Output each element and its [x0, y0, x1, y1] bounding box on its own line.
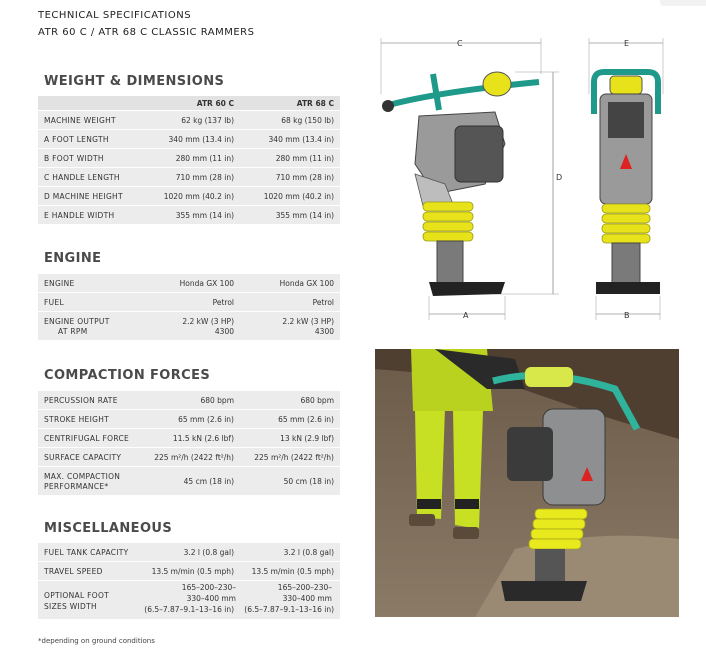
dim-label-b: B [624, 311, 630, 320]
rammer-side-view-diagram [375, 34, 575, 326]
table-row: D MACHINE HEIGHT 1020 mm (40.2 in) 1020 mm (40.2 in) [38, 187, 340, 206]
table-row: ENGINE OUTPUT AT RPM 2.2 kW (3 HP) 4300 2.2 kW (3 HP) 4300 [38, 312, 340, 341]
table-row: B FOOT WIDTH 280 mm (11 in) 280 mm (11 in) [38, 149, 340, 168]
table-row: C HANDLE LENGTH 710 mm (28 in) 710 mm (28 in) [38, 168, 340, 187]
col-atr60c: ATR 60 C [196, 99, 234, 108]
weight-table [38, 96, 340, 225]
misc-table [38, 543, 340, 620]
page-corner [660, 0, 706, 6]
rammer-front-view-diagram [586, 34, 666, 326]
header-subtitle: ATR 60 C / ATR 68 C CLASSIC RAMMERS [38, 27, 255, 38]
table-row: PERCUSSION RATE 680 bpm 680 bpm [38, 391, 340, 410]
table-row: ENGINE Honda GX 100 Honda GX 100 [38, 274, 340, 293]
table-row: STROKE HEIGHT 65 mm (2.6 in) 65 mm (2.6 in) [38, 410, 340, 429]
table-row: FUEL TANK CAPACITY 3.2 l (0.8 gal) 3.2 l (0.8 gal) [38, 543, 340, 562]
bellows [423, 202, 473, 241]
engine-section-title: ENGINE [44, 251, 102, 266]
table-row: FUEL Petrol Petrol [38, 293, 340, 312]
table-row: MAX. COMPACTION PERFORMANCE* 45 cm (18 in) 50 cm (18 in) [38, 467, 340, 496]
col-atr68c: ATR 68 C [296, 99, 334, 108]
dim-label-d: D [556, 173, 563, 182]
header-title: TECHNICAL SPECIFICATIONS [38, 10, 192, 21]
engine-table [38, 274, 340, 341]
table-row: A FOOT LENGTH 340 mm (13.4 in) 340 mm (13.4 in) [38, 130, 340, 149]
table-row: CENTRIFUGAL FORCE 11.5 kN (2.6 lbf) 13 kN (2.9 lbf) [38, 429, 340, 448]
handle-bar [385, 82, 539, 106]
table-row: TRAVEL SPEED 13.5 m/min (0.5 mph) 13.5 m/min (0.5 mph) [38, 562, 340, 581]
misc-section-title: MISCELLANEOUS [44, 521, 173, 536]
dim-label-c: C [457, 39, 463, 48]
rammer-in-use-photo [375, 349, 679, 617]
compaction-section-title: COMPACTION FORCES [44, 368, 211, 383]
dim-label-e: E [624, 39, 630, 48]
table-row: E HANDLE WIDTH 355 mm (14 in) 355 mm (14 in) [38, 206, 340, 225]
table-row: OPTIONAL FOOT SIZES WIDTH 165–200–230– 330–400 mm (6.5–7.87–9.1–13–16 in) 165–200–230– 330–400 mm (6.5–7.87–9.1–13–16 in) [38, 581, 340, 620]
compaction-table [38, 391, 340, 496]
table-row: SURFACE CAPACITY 225 m²/h (2422 ft²/h) 225 m²/h (2422 ft²/h) [38, 448, 340, 467]
dim-label-a: A [463, 311, 469, 320]
weight-section-title: WEIGHT & DIMENSIONS [44, 74, 225, 89]
table-header-row [38, 96, 340, 111]
footnote: *depending on ground conditions [38, 637, 155, 645]
table-row: MACHINE WEIGHT 62 kg (137 lb) 68 kg (150 lb) [38, 111, 340, 130]
